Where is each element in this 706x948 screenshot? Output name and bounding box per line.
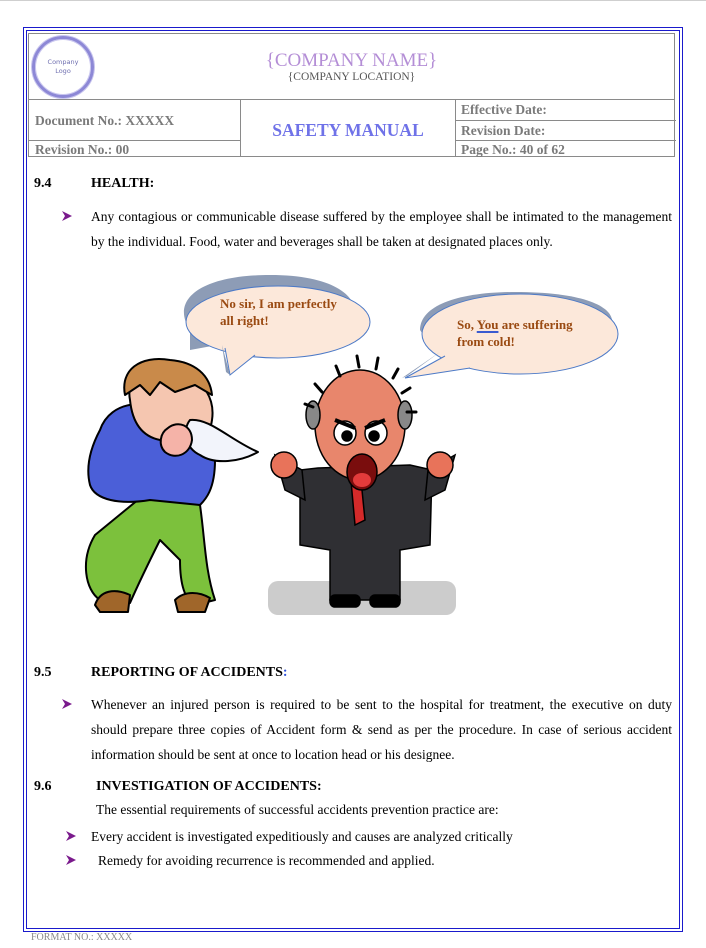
bubble-text-part: are suffering <box>498 317 573 332</box>
bubble-text-emphasis: You <box>476 317 499 332</box>
speech-bubble-employee <box>220 295 337 329</box>
document-header <box>28 33 675 157</box>
section-number: 9.5 <box>34 665 52 680</box>
section-title-colon: : <box>282 665 288 680</box>
divider <box>455 99 456 157</box>
revision-number: Revision No.: 00 <box>35 142 130 157</box>
illustration <box>60 268 660 628</box>
arrow-bullet-icon <box>66 831 76 841</box>
logo-text-line2: Logo <box>55 67 71 75</box>
bubble-text-part: So, <box>457 317 477 332</box>
bubble-text-line: from cold! <box>457 334 515 349</box>
section-title: HEALTH: <box>91 176 155 191</box>
logo-text-line1: Company <box>47 58 79 66</box>
document-number: Document No.: XXXXX <box>35 113 175 128</box>
bubble-text-line <box>457 316 573 333</box>
bullet-text: Whenever an injured person is required to be sent to the hospital for treatment, the executive on duty should prepare three copies of Accident form & send as per the procedure. In case of serious accident information should be sent at once to location head or his designee. <box>91 697 672 762</box>
section-number: 9.4 <box>34 176 52 191</box>
format-number: FORMAT NO.: XXXXX <box>31 932 133 943</box>
bullet-text: Any contagious or communicable disease suffered by the employee shall be intimated to the management by the individual. Food, water and beverages shall be taken at designated places only. <box>91 209 672 249</box>
bullet-text: Every accident is investigated expeditiously and causes are analyzed critically <box>91 829 513 844</box>
divider <box>455 120 676 121</box>
company-location: {COMPANY LOCATION} <box>287 71 416 83</box>
divider <box>455 140 676 141</box>
arrow-bullet-icon <box>66 855 76 865</box>
company-name: {COMPANY NAME} <box>265 50 438 71</box>
header-top-row <box>29 34 674 100</box>
arrow-bullet-icon <box>62 211 72 221</box>
bubble-text-line: all right! <box>220 313 269 328</box>
bullet-text: Remedy for avoiding recurrence is recommended and applied. <box>98 853 435 868</box>
divider <box>29 140 240 141</box>
arrow-bullet-icon <box>62 699 72 709</box>
bubble-text-line: No sir, I am perfectly <box>220 296 337 311</box>
revision-date: Revision Date: <box>461 123 546 138</box>
speech-bubble-manager <box>457 316 573 350</box>
section-title-text: REPORTING OF ACCIDENTS <box>91 665 283 680</box>
manual-title: SAFETY MANUAL <box>272 120 424 140</box>
effective-date: Effective Date: <box>461 102 547 117</box>
section-title <box>91 665 288 681</box>
section-title: INVESTIGATION OF ACCIDENTS: <box>96 779 322 794</box>
section-number: 9.6 <box>34 779 52 794</box>
top-divider <box>0 0 706 1</box>
section-intro: The essential requirements of successful accidents prevention practice are: <box>96 802 499 817</box>
page-number: Page No.: 40 of 62 <box>461 142 565 157</box>
